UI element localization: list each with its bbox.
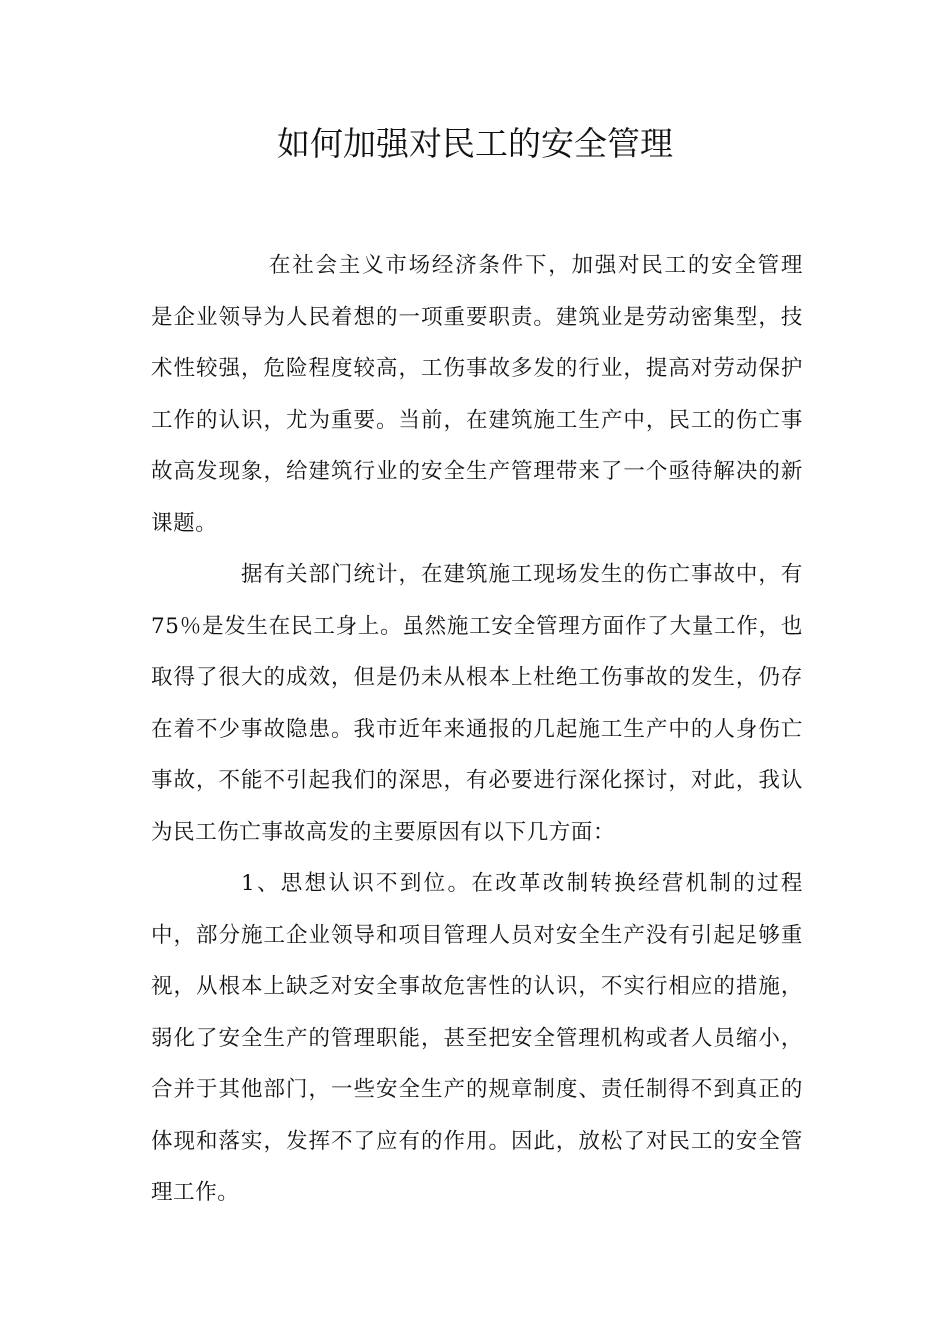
text-line: 在着不少事故隐患。我市近年来通报的几起施工生产中的人身伤亡: [151, 716, 803, 742]
text-line: 体现和落实，发挥不了应有的作用。因此，放松了对民工的安全管: [151, 1128, 803, 1154]
text-line: 课题。: [151, 510, 218, 536]
text-line: 在社会主义市场经济条件下，加强对民工的安全管理: [269, 253, 803, 278]
text-line: 事故，不能不引起我们的深思，有必要进行深化探讨，对此，我认: [151, 768, 803, 793]
text-line: 合并于其他部门，一些安全生产的规章制度、责任制得不到真正的: [151, 1077, 803, 1102]
paragraph-reason-1: [151, 858, 803, 1219]
paragraph-statistics: [151, 549, 803, 858]
paragraph-intro: [151, 240, 803, 549]
document-body: [151, 240, 803, 1219]
text-line: 弱化了安全生产的管理职能，甚至把安全管理机构或者人员缩小，: [151, 1025, 803, 1051]
text-line: 据有关部门统计，在建筑施工现场发生的伤亡事故中，有: [241, 562, 803, 587]
text-line: 视，从根本上缺乏对安全事故危害性的认识，不实行相应的措施，: [151, 974, 803, 999]
document-title: 如何加强对民工的安全管理: [277, 124, 673, 163]
text-line: 75％是发生在民工身上。虽然施工安全管理方面作了大量工作，也: [151, 613, 803, 639]
text-line: 为民工伤亡事故高发的主要原因有以下几方面：: [151, 819, 616, 845]
text-line: 术性较强，危险程度较高，工伤事故多发的行业，提高对劳动保护: [151, 356, 803, 381]
text-line: 1、思想认识不到位。在改革改制转换经营机制的过程: [241, 871, 803, 896]
text-line: 中，部分施工企业领导和项目管理人员对安全生产没有引起足够重: [151, 922, 803, 948]
text-line: 理工作。: [151, 1180, 240, 1205]
text-line: 取得了很大的成效，但是仍未从根本上杜绝工伤事故的发生，仍存: [151, 665, 803, 690]
text-line: 是企业领导为人民着想的一项重要职责。建筑业是劳动密集型，技: [151, 304, 803, 330]
text-line: 工作的认识，尤为重要。当前，在建筑施工生产中，民工的伤亡事: [151, 407, 803, 433]
text-line: 故高发现象，给建筑行业的安全生产管理带来了一个亟待解决的新: [151, 459, 803, 484]
